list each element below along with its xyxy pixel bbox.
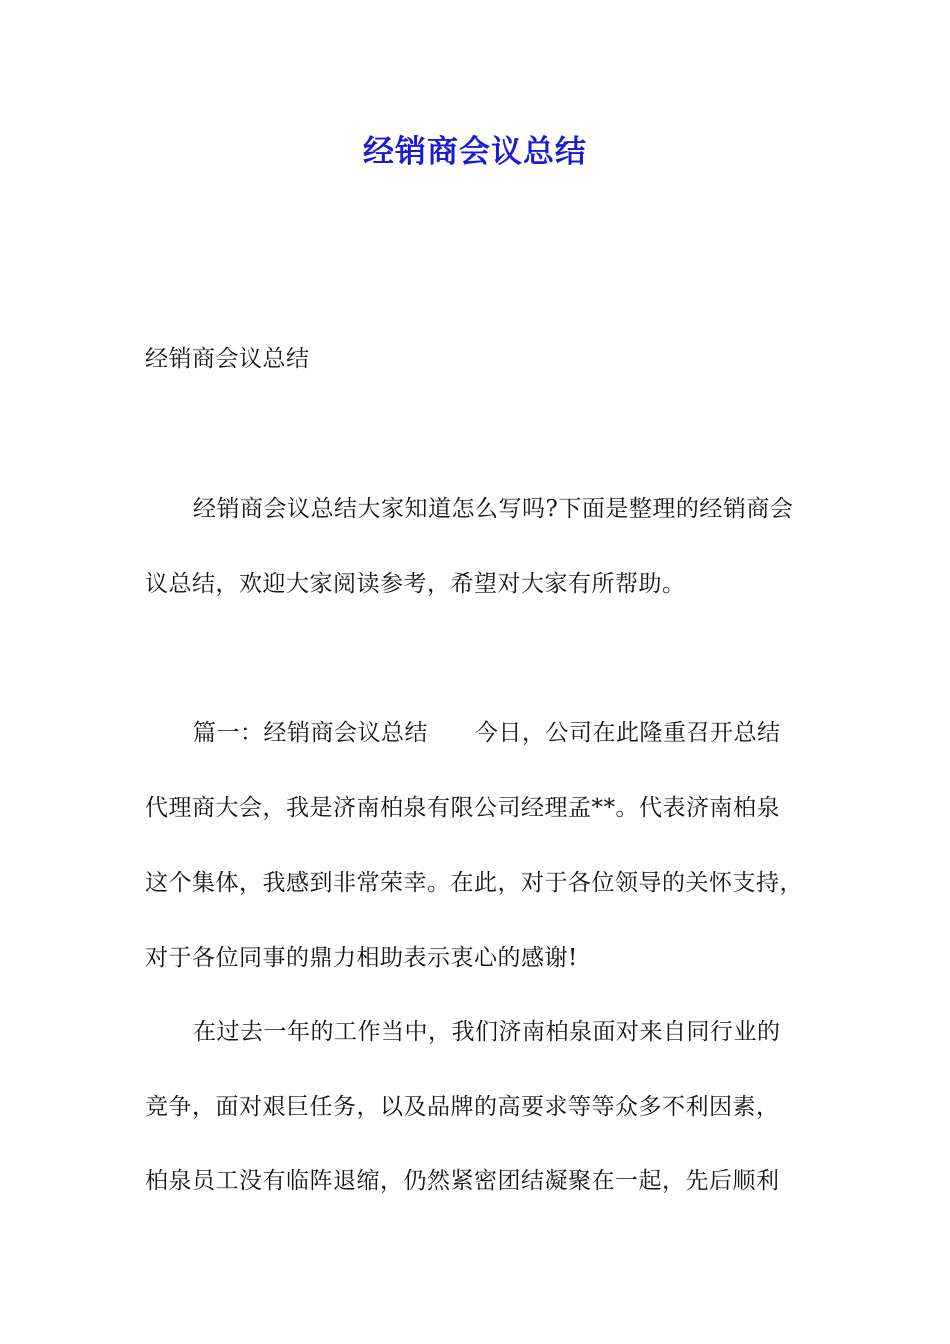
paragraph-line: 在过去一年的工作当中，我们济南柏泉面对来自同行业的 <box>193 1019 781 1045</box>
paragraph-line: 议总结，欢迎大家阅读参考，希望对大家有所帮助。 <box>145 571 686 597</box>
document-title: 经销商会议总结 <box>363 134 587 170</box>
document-subtitle: 经销商会议总结 <box>145 346 310 372</box>
paragraph-line: 代理商大会，我是济南柏泉有限公司经理孟**。代表济南柏泉 <box>145 795 780 821</box>
paragraph-line: 篇一：经销商会议总结 今日，公司在此隆重召开总结 <box>193 720 781 746</box>
paragraph-line: 这个集体，我感到非常荣幸。在此，对于各位领导的关怀支持， <box>145 870 803 896</box>
paragraph-line: 对于各位同事的鼎力相助表示衷心的感谢! <box>145 945 578 971</box>
paragraph-line: 柏泉员工没有临阵退缩，仍然紧密团结凝聚在一起，先后顺利 <box>145 1168 780 1194</box>
paragraph-line: 竞争，面对艰巨任务，以及品牌的高要求等等众多不利因素， <box>145 1094 780 1120</box>
paragraph-line: 经销商会议总结大家知道怎么写吗?下面是整理的经销商会 <box>193 496 794 522</box>
